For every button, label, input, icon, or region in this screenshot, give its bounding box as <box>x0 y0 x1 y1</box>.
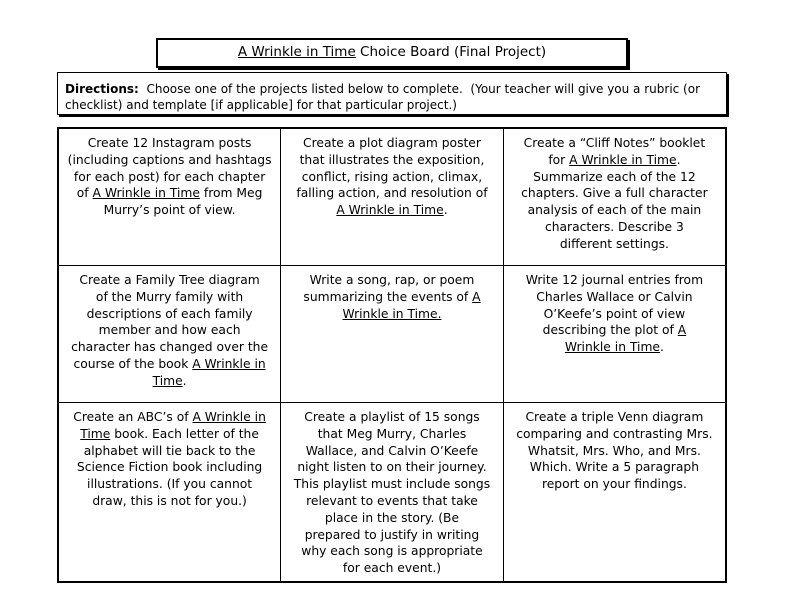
project-cell-plot-diagram: Create a plot diagram poster that illustrates the exposition, conflict, rising action, climax, falling action, and resolution of A Wrinkle in Time. <box>281 128 504 266</box>
choice-board-table <box>57 127 727 583</box>
title-rest: Choice Board (Final Project) <box>355 44 547 61</box>
page-title <box>156 38 628 68</box>
project-cell-venn-diagram: Create a triple Venn diagram comparing and contrasting Mrs. Whatsit, Mrs. Who, and Mrs. Which. Write a 5 paragraph report on your findings. <box>503 403 726 582</box>
project-cell-song: Write a song, rap, or poem summarizing the events of A Wrinkle in Time. <box>281 266 504 403</box>
project-cell-instagram: Create 12 Instagram posts (including captions and hashtags for each post) for each chapter of A Wrinkle in Time from Meg Murry’s point of view. <box>58 128 281 266</box>
board-row <box>58 128 726 266</box>
board-row <box>58 266 726 403</box>
project-cell-journal: Write 12 journal entries from Charles Wallace or Calvin O’Keefe’s point of view describing the plot of A Wrinkle in Time. <box>503 266 726 403</box>
directions-box <box>57 72 727 115</box>
project-cell-cliff-notes: Create a “Cliff Notes” booklet for A Wrinkle in Time. Summarize each of the 12 chapters. Give a full character analysis of each of the main characters. Describe 3 different settings. <box>503 128 726 266</box>
directions-text: Choose one of the projects listed below to complete. (Your teacher will give you a rubric (or checklist) and template [if applicable] for that particular project.) <box>65 82 704 112</box>
project-cell-abc-book: Create an ABC’s of A Wrinkle in Time book. Each letter of the alphabet will tie back to the Science Fiction book including illustrations. (If you cannot draw, this is not for you.) <box>58 403 281 582</box>
board-row <box>58 403 726 582</box>
project-cell-playlist: Create a playlist of 15 songs that Meg Murry, Charles Wallace, and Calvin O’Keefe night listen to on their journey. This playlist must include songs relevant to events that take place in the story. (Be prepared to justify in writing why each song is appropriate for each event.) <box>281 403 504 582</box>
directions-label: Directions: <box>65 82 139 96</box>
title-book-name: A Wrinkle in Time <box>237 44 356 61</box>
project-cell-family-tree: Create a Family Tree diagram of the Murry family with descriptions of each family member and how each character has changed over the course of the book A Wrinkle in Time. <box>58 266 281 403</box>
